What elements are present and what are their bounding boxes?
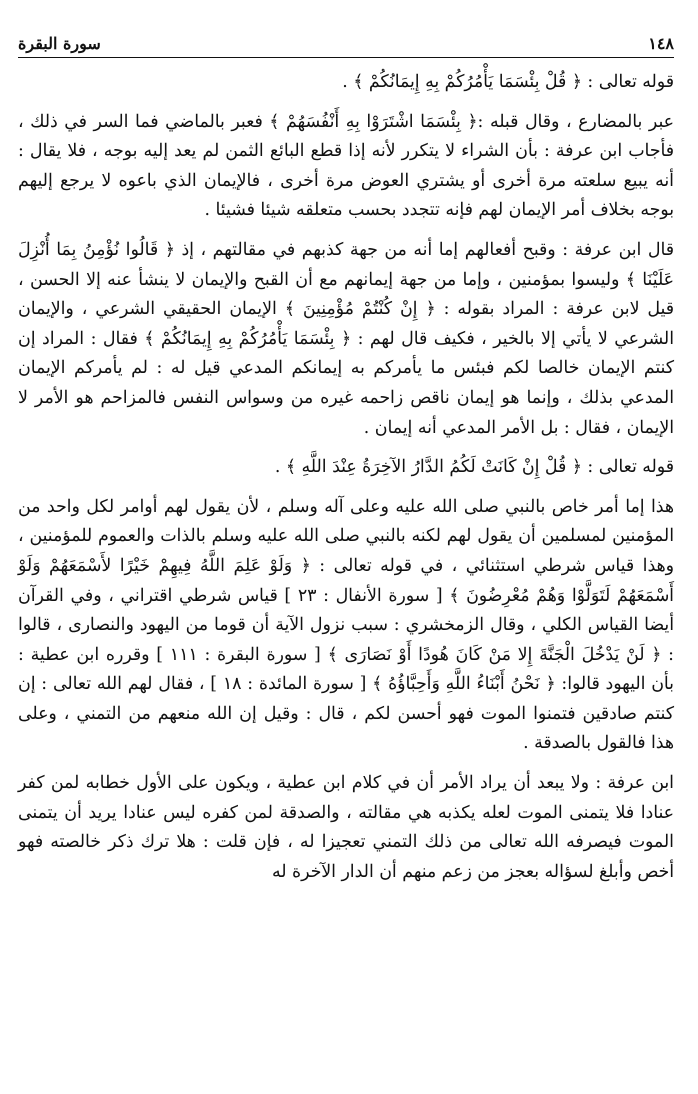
body-paragraph: عبر بالمضارع ، وقال قبله :﴿ بِئْسَمَا اشْتَرَوْا بِهِ أَنْفُسَهُمْ ﴾ فعبر بالماضي فما السر في ذلك ، فأجاب ابن عرفة : بأن الشراء لا يتكرر لأنه إذا قطع البائع الثمن لم يعد إليه بوجه ، فلا يقال : أنه يبيع سلعته مرة أخرى أو يشتري العوض مرة أخرى ، فالإيمان الذي باعوه لا يرجع إليهم بوجه بخلاف أمر الإيمان لهم فإنه تتجدد بحسب متعلقه شيئا فشيئا . — [18, 111, 674, 221]
page-header — [18, 30, 674, 58]
page-number: ١٤٨ — [648, 34, 674, 53]
body-paragraph: قال ابن عرفة : وقبح أفعالهم إما أنه من جهة كذبهم في مقالتهم ، إذ ﴿ قَالُوا نُؤْمِنُ بِمَا أُنْزِلَ عَلَيْنَا ﴾ وليسوا بمؤمنين ، وإما من جهة إيمانهم مع أن القبح والإيمان لا ينشأ عنه إلا الحسن ، قيل لابن عرفة : المراد بقوله : ﴿ إِنْ كُنْتُمْ مُؤْمِنِينَ ﴾ الإيمان الحقيقي الشرعي ، والإيمان الشرعي لا يأتي إلا بالخير ، فكيف قال لهم : ﴿ بِئْسَمَا يَأْمُرُكُمْ بِهِ إِيمَانُكُمْ ﴾ فقال : المراد إن كنتم الإيمان خالصا لكم فبئس ما يأمركم به إيمانكم المدعي قيل له : لم يأمركم الإيمان المدعي بذلك ، وإنما هو إيمان ناقص زاحمه غيره من وسواس النفس فالمزاحم هو الأمر لا الإيمان ، فقال : بل الأمر المدعي أنه إيمان . — [18, 239, 674, 438]
verse-heading: قوله تعالى : ﴿ قُلْ بِئْسَمَا يَأْمُرُكُمْ بِهِ إِيمَانُكُمْ ﴾ . — [342, 72, 674, 92]
page-body — [18, 68, 674, 897]
body-paragraph: ابن عرفة : ولا يبعد أن يراد الأمر أن في كلام ابن عطية ، ويكون على الأول خطابه لمن كفر عنادا فلا يتمنى الموت لعله يكذبه هي مقالته ، والصدقة لمن كفره ليس عنادا يريد أن يتمنى الموت فيصرفه الله تعالى من ذلك التمني تعجيزا له ، فإن قلت : هلا ترك ذكر خالصته فهو أخص وأبلغ لسؤاله بعجز من زعم منهم أن الدار الآخرة له — [18, 773, 674, 882]
verse-heading: قوله تعالى : ﴿ قُلْ إِنْ كَانَتْ لَكُمُ الدَّارُ الآخِرَةُ عِنْدَ اللَّهِ ﴾ . — [274, 457, 674, 478]
body-paragraph: هذا إما أمر خاص بالنبي صلى الله عليه وعلى آله وسلم ، لأن يقول لهم أوامر لكل واحد من المؤمنين لمسلمين أن يقول لهم لكنه بالنبي صلى الله عليه وسلم بالذات والعموم للمؤمنين ، وهذا قياس شرطي استثنائي ، في قوله تعالى : ﴿ وَلَوْ عَلِمَ اللَّهُ فِيهِمْ خَيْرًا لأَسْمَعَهُمْ وَلَوْ أَسْمَعَهُمْ لَتَوَلَّوْا وَهُمْ مُعْرِضُونَ ﴾ [ سورة الأنفال : ٢٣ ] قياس شرطي اقتراني ، وفي القرآن أيضا القياس الكلي ، وقال الزمخشري : سبب نزول الآية أن قوما من اليهود والنصارى ، قالوا : ﴿ لَنْ يَدْخُلَ الْجَنَّةَ إِلا مَنْ كَانَ هُودًا أَوْ نَصَارَى ﴾ [ سورة البقرة : ١١١ ] وقرره ابن عطية : بأن اليهود قالوا: ﴿ نَحْنُ أَبْنَاءُ اللَّهِ وَأَحِبَّاؤُهُ ﴾ [ سورة المائدة : ١٨ ] ، فقال لهم الله تعالى : إن كنتم صادقين فتمنوا الموت فهو أحسن لكم ، قال : وقيل إن الله منعهم من التمني ، وعلى هذا فالقول بالصدقة . — [18, 496, 674, 754]
running-title: سورة البقرة — [18, 34, 101, 53]
